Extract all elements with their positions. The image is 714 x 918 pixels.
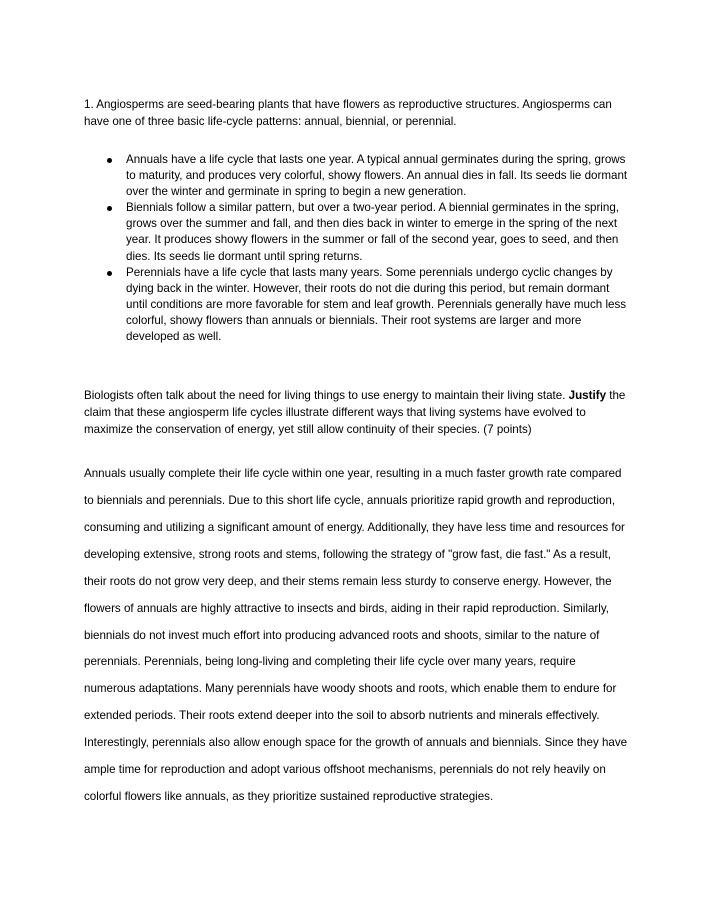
list-item-biennials: [126, 200, 630, 264]
answer-paragraph: Annuals usually complete their life cycle within one year, resulting in a much faster growth rate compared to biennials and perennials. Due to this short life cycle, annuals prioritize rapid growth and reproduction, consuming and utilizing a significant amount of energy. Additionally, they have less time and resources for developing extensive, strong roots and stems, following the strategy of "grow fast, die fast." As a result, their roots do not grow very deep, and their stems remain less sturdy to conserve energy. However, the flowers of annuals are highly attractive to insects and birds, aiding in their rapid reproduction. Similarly, biennials do not invest much effort into producing advanced roots and shoots, similar to the nature of perennials. Perennials, being long-living and completing their life cycle over many years, require numerous adaptations. Many perennials have woody shoots and roots, which enable them to endure for extended periods. Their roots extend deeper into the soil to absorb nutrients and minerals effectively. Interestingly, perennials also allow enough space for the growth of annuals and biennials. Since they have ample time for reproduction and adopt various offshoot mechanisms, perennials do not rely heavily on colorful flowers like annuals, as they prioritize sustained reproductive strategies.: [84, 467, 628, 803]
intro-paragraph: 1. Angiosperms are seed-bearing plants that have flowers as reproductive structures. Angiosperms can have one of three basic life-cycle patterns: annual, biennial, or perennial.: [84, 98, 612, 128]
question-paragraph: [84, 387, 630, 438]
question-text-start: Biologists often talk about the need for living things to use energy to maintain their living state.: [84, 389, 569, 403]
list-item-text: Annuals have a life cycle that lasts one year. A typical annual germinates during the spring, grows to maturity, and produces very colorful, showy flowers. An annual dies in fall. Its seeds lie dormant over the winter and germinate in spring to begin a new generation.: [126, 153, 628, 199]
list-item-text: Biennials follow a similar pattern, but over a two-year period. A biennial germinates in the spring, grows over the summer and fall, and then dies back in winter to emerge in the spring of the next year. It produces showy flowers in the summer or fall of the second year, goes to seed, and then dies. Its seeds lie dormant until spring returns.: [126, 201, 619, 263]
life-cycle-list: [84, 152, 630, 345]
list-item-perennials: [126, 265, 630, 345]
bullet-icon: [107, 206, 112, 211]
list-item-text: Perennials have a life cycle that lasts many years. Some perennials undergo cyclic changes by dying back in the winter. However, their roots do not die during this period, but remain dormant until conditions are more favorable for stem and leaf growth. Perennials generally have much less colorful, showy flowers than annuals or biennials. Their root systems are larger and more developed as well.: [126, 265, 627, 344]
question-keyword: Justify: [568, 389, 607, 403]
bullet-icon: [107, 158, 112, 163]
bullet-icon: [107, 271, 112, 276]
list-item-annuals: [126, 152, 630, 200]
question-text-end: the claim that these angiosperm life cycles illustrate different ways that living systems have evolved to maximize the conservation of energy, yet still allow continuity of their species. (7 points): [84, 389, 626, 437]
